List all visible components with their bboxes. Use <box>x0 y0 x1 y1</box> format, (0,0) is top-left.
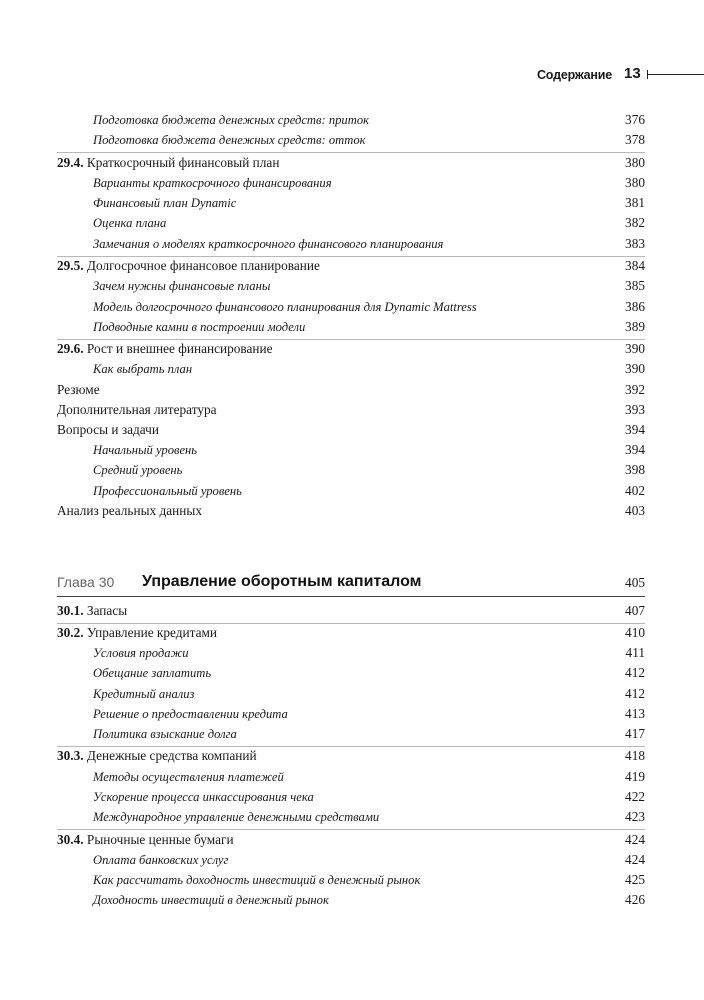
toc-entry <box>57 726 645 746</box>
toc-entry-title <box>57 341 273 357</box>
toc-entry-title <box>93 727 237 742</box>
toc-entry-page: 383 <box>625 235 645 251</box>
toc-entry <box>57 278 645 298</box>
toc-entry <box>57 381 645 401</box>
toc-entry-text: Оценка плана <box>93 216 167 231</box>
toc-section-chapter-29 <box>57 112 645 523</box>
toc-entry <box>57 892 645 912</box>
toc-entry-number: 30.3. <box>57 748 84 764</box>
toc-entry-page: 380 <box>625 154 645 170</box>
toc-entry <box>57 298 645 318</box>
toc-entry-title <box>93 237 443 252</box>
toc-entry-page: 413 <box>625 705 645 721</box>
toc-entry-text: Управление кредитами <box>86 625 218 640</box>
toc-entry-title <box>57 402 217 418</box>
toc-entry <box>57 256 645 279</box>
toc-entry-page: 403 <box>625 502 645 518</box>
toc-entry <box>57 829 645 852</box>
toc-entry-text: Доходность инвестиций в денежный рынок <box>93 893 329 908</box>
toc-entry <box>57 600 645 623</box>
toc-entry-text: Анализ реальных данных <box>57 502 202 518</box>
toc-entry <box>57 503 645 523</box>
toc-entry-number: 29.6. <box>57 341 84 357</box>
toc-entry-title <box>93 196 236 211</box>
toc-entry-text: Рыночные ценные бумаги <box>86 831 234 847</box>
toc-entry-page: 392 <box>625 381 645 397</box>
toc-entry-page: 390 <box>625 341 645 357</box>
toc-entry-page: 389 <box>625 318 645 334</box>
toc-entry-page: 412 <box>625 685 645 701</box>
toc-entry <box>57 112 645 132</box>
toc-entry-text: Как выбрать план <box>93 362 193 377</box>
toc-entry-title <box>93 320 305 335</box>
toc-entry-title <box>93 893 329 908</box>
toc-entry-text: Обещание заплатить <box>93 666 212 681</box>
toc-entry-title <box>93 463 182 478</box>
toc-entry-title <box>93 853 228 868</box>
toc-entry <box>57 789 645 809</box>
toc-entry-title <box>93 484 242 499</box>
toc-entry-text: Начальный уровень <box>93 443 198 458</box>
toc-entry-text: Решение о предоставлении кредита <box>93 706 288 721</box>
toc-entry <box>57 768 645 788</box>
toc-entry-title <box>93 176 332 191</box>
toc-entry-title <box>57 155 279 171</box>
toc-entry-number: 30.2. <box>57 625 84 640</box>
toc-section-chapter-30 <box>57 600 645 912</box>
toc-entry <box>57 872 645 892</box>
toc-entry-page: 394 <box>625 421 645 437</box>
toc-entry-page: 424 <box>625 851 645 867</box>
toc-entry-page: 424 <box>625 831 645 847</box>
toc-entry-text: Варианты краткосрочного финансирования <box>93 176 332 191</box>
toc-entry-title <box>93 300 477 315</box>
header-rule <box>647 74 704 75</box>
toc-entry-text: Резюме <box>57 381 100 397</box>
page-number: 13 <box>624 65 641 82</box>
toc-entry <box>57 706 645 726</box>
toc-entry-page: 378 <box>625 132 645 148</box>
toc-entry-title <box>93 687 194 702</box>
toc-entry-text: Как рассчитать доходность инвестиций в денежный рынок <box>93 872 421 887</box>
toc-entry-text: Международное управление денежными средствами <box>93 810 380 824</box>
toc-entry <box>57 685 645 705</box>
toc-entry-title <box>57 422 159 438</box>
toc-entry-title <box>57 832 234 848</box>
toc-entry-page: 402 <box>625 482 645 498</box>
toc-entry-title <box>93 113 369 128</box>
toc-entry-number: 30.4. <box>57 831 84 847</box>
running-header <box>0 64 704 88</box>
toc-entry-text: Ускорение процесса инкассирования чека <box>93 789 314 804</box>
toc-entry <box>57 442 645 462</box>
toc-entry-number: 29.5. <box>57 258 84 274</box>
toc-entry-page: 422 <box>625 788 645 804</box>
chapter-label: Глава 30 <box>57 574 115 590</box>
toc-entry-text: Запасы <box>86 602 128 618</box>
toc-entry <box>57 339 645 362</box>
running-header-title: Содержание <box>536 68 612 82</box>
toc-entry-text: Финансовый план Dynamic <box>93 196 237 211</box>
toc-entry-title <box>93 810 379 825</box>
toc-entry <box>57 402 645 422</box>
toc-entry-text: Методы осуществления платежей <box>93 769 284 784</box>
toc-entry-page: 376 <box>625 112 645 128</box>
toc-entry-title <box>57 503 202 519</box>
toc-entry-page: 412 <box>625 665 645 681</box>
toc-entry-number: 30.1. <box>57 602 84 618</box>
toc-entry-text: Профессиональный уровень <box>93 483 242 498</box>
toc-entry-title <box>57 258 320 274</box>
toc-entry <box>57 361 645 381</box>
toc-entry-title <box>93 216 166 231</box>
toc-entry-number: 29.4. <box>57 154 84 170</box>
toc-entry-title <box>93 279 270 294</box>
toc-entry-title <box>93 790 314 805</box>
toc-entry-title <box>93 362 192 377</box>
toc-entry-page: 410 <box>625 625 645 640</box>
toc-entry-title <box>57 748 257 764</box>
toc-entry <box>57 319 645 339</box>
toc-entry-page: 394 <box>625 442 645 458</box>
toc-entry-page: 390 <box>625 361 645 377</box>
toc-entry-text: Политика взыскание долга <box>93 726 237 741</box>
toc-entry-page: 419 <box>625 768 645 784</box>
toc-entry-title <box>93 443 197 458</box>
toc-entry-page: 380 <box>625 175 645 191</box>
toc-entry-text: Краткосрочный финансовый план <box>86 154 280 170</box>
toc-entry-title <box>57 625 217 641</box>
toc-entry-page: 417 <box>625 725 645 741</box>
toc-entry-text: Кредитный анализ <box>93 686 195 701</box>
toc-entry-page: 382 <box>625 215 645 231</box>
toc-entry-title <box>93 770 284 785</box>
toc-entry-title <box>93 873 420 888</box>
toc-entry <box>57 175 645 195</box>
toc-entry-page: 425 <box>625 871 645 887</box>
toc-entry-title <box>57 382 100 398</box>
toc-entry-page: 411 <box>625 645 645 661</box>
toc-entry-text: Модель долгосрочного финансового планирования для Dynamic Mattress <box>93 299 477 314</box>
toc-entry <box>57 665 645 685</box>
toc-entry <box>57 645 645 665</box>
toc-entry-page: 418 <box>625 748 645 764</box>
toc-entry-title <box>93 133 366 148</box>
toc-entry-page: 423 <box>625 809 645 824</box>
toc-entry-page: 407 <box>625 602 645 618</box>
toc-entry-title <box>93 666 211 681</box>
toc-entry <box>57 852 645 872</box>
toc-entry-page: 393 <box>625 401 645 417</box>
toc-entry-text: Подготовка бюджета денежных средств: приток <box>93 113 370 128</box>
toc-entry-page: 381 <box>625 195 645 211</box>
toc-entry-page: 384 <box>625 258 645 274</box>
toc-entry-page: 386 <box>625 298 645 314</box>
toc-entry <box>57 462 645 482</box>
toc-entry-text: Средний уровень <box>93 463 183 478</box>
chapter-heading <box>57 568 645 597</box>
toc-entry-text: Условия продажи <box>93 646 189 661</box>
toc-entry-text: Оплата банковских услуг <box>93 852 229 867</box>
toc-entry-text: Вопросы и задачи <box>57 421 159 437</box>
toc-entry <box>57 215 645 235</box>
toc-entry <box>57 235 645 255</box>
toc-entry <box>57 809 645 829</box>
chapter-page-number: 405 <box>625 575 645 590</box>
toc-entry-text: Замечания о моделях краткосрочного финансового планирования <box>93 236 444 251</box>
toc-entry <box>57 482 645 502</box>
toc-entry <box>57 623 645 646</box>
toc-entry <box>57 195 645 215</box>
toc-entry-text: Долгосрочное финансовое планирование <box>86 258 320 274</box>
toc-entry-title <box>93 707 288 722</box>
chapter-title: Управление оборотным капиталом <box>142 573 422 590</box>
toc-entry-text: Дополнительная литература <box>57 401 217 417</box>
toc-entry-text: Подготовка бюджета денежных средств: отток <box>93 133 366 148</box>
toc-entry-title <box>57 603 127 619</box>
toc-entry <box>57 422 645 442</box>
toc-entry-page: 398 <box>625 462 645 478</box>
toc-entry-page: 385 <box>625 278 645 294</box>
toc-entry-title <box>93 646 189 661</box>
toc-entry <box>57 132 645 152</box>
toc-entry <box>57 746 645 769</box>
toc-entry-page: 426 <box>625 892 645 908</box>
toc-entry <box>57 152 645 175</box>
toc-entry-text: Подводные камни в построении модели <box>93 319 306 334</box>
toc-entry-text: Зачем нужны финансовые планы <box>93 279 271 294</box>
toc-entry-text: Рост и внешнее финансирование <box>86 341 273 357</box>
toc-entry-text: Денежные средства компаний <box>86 748 257 764</box>
